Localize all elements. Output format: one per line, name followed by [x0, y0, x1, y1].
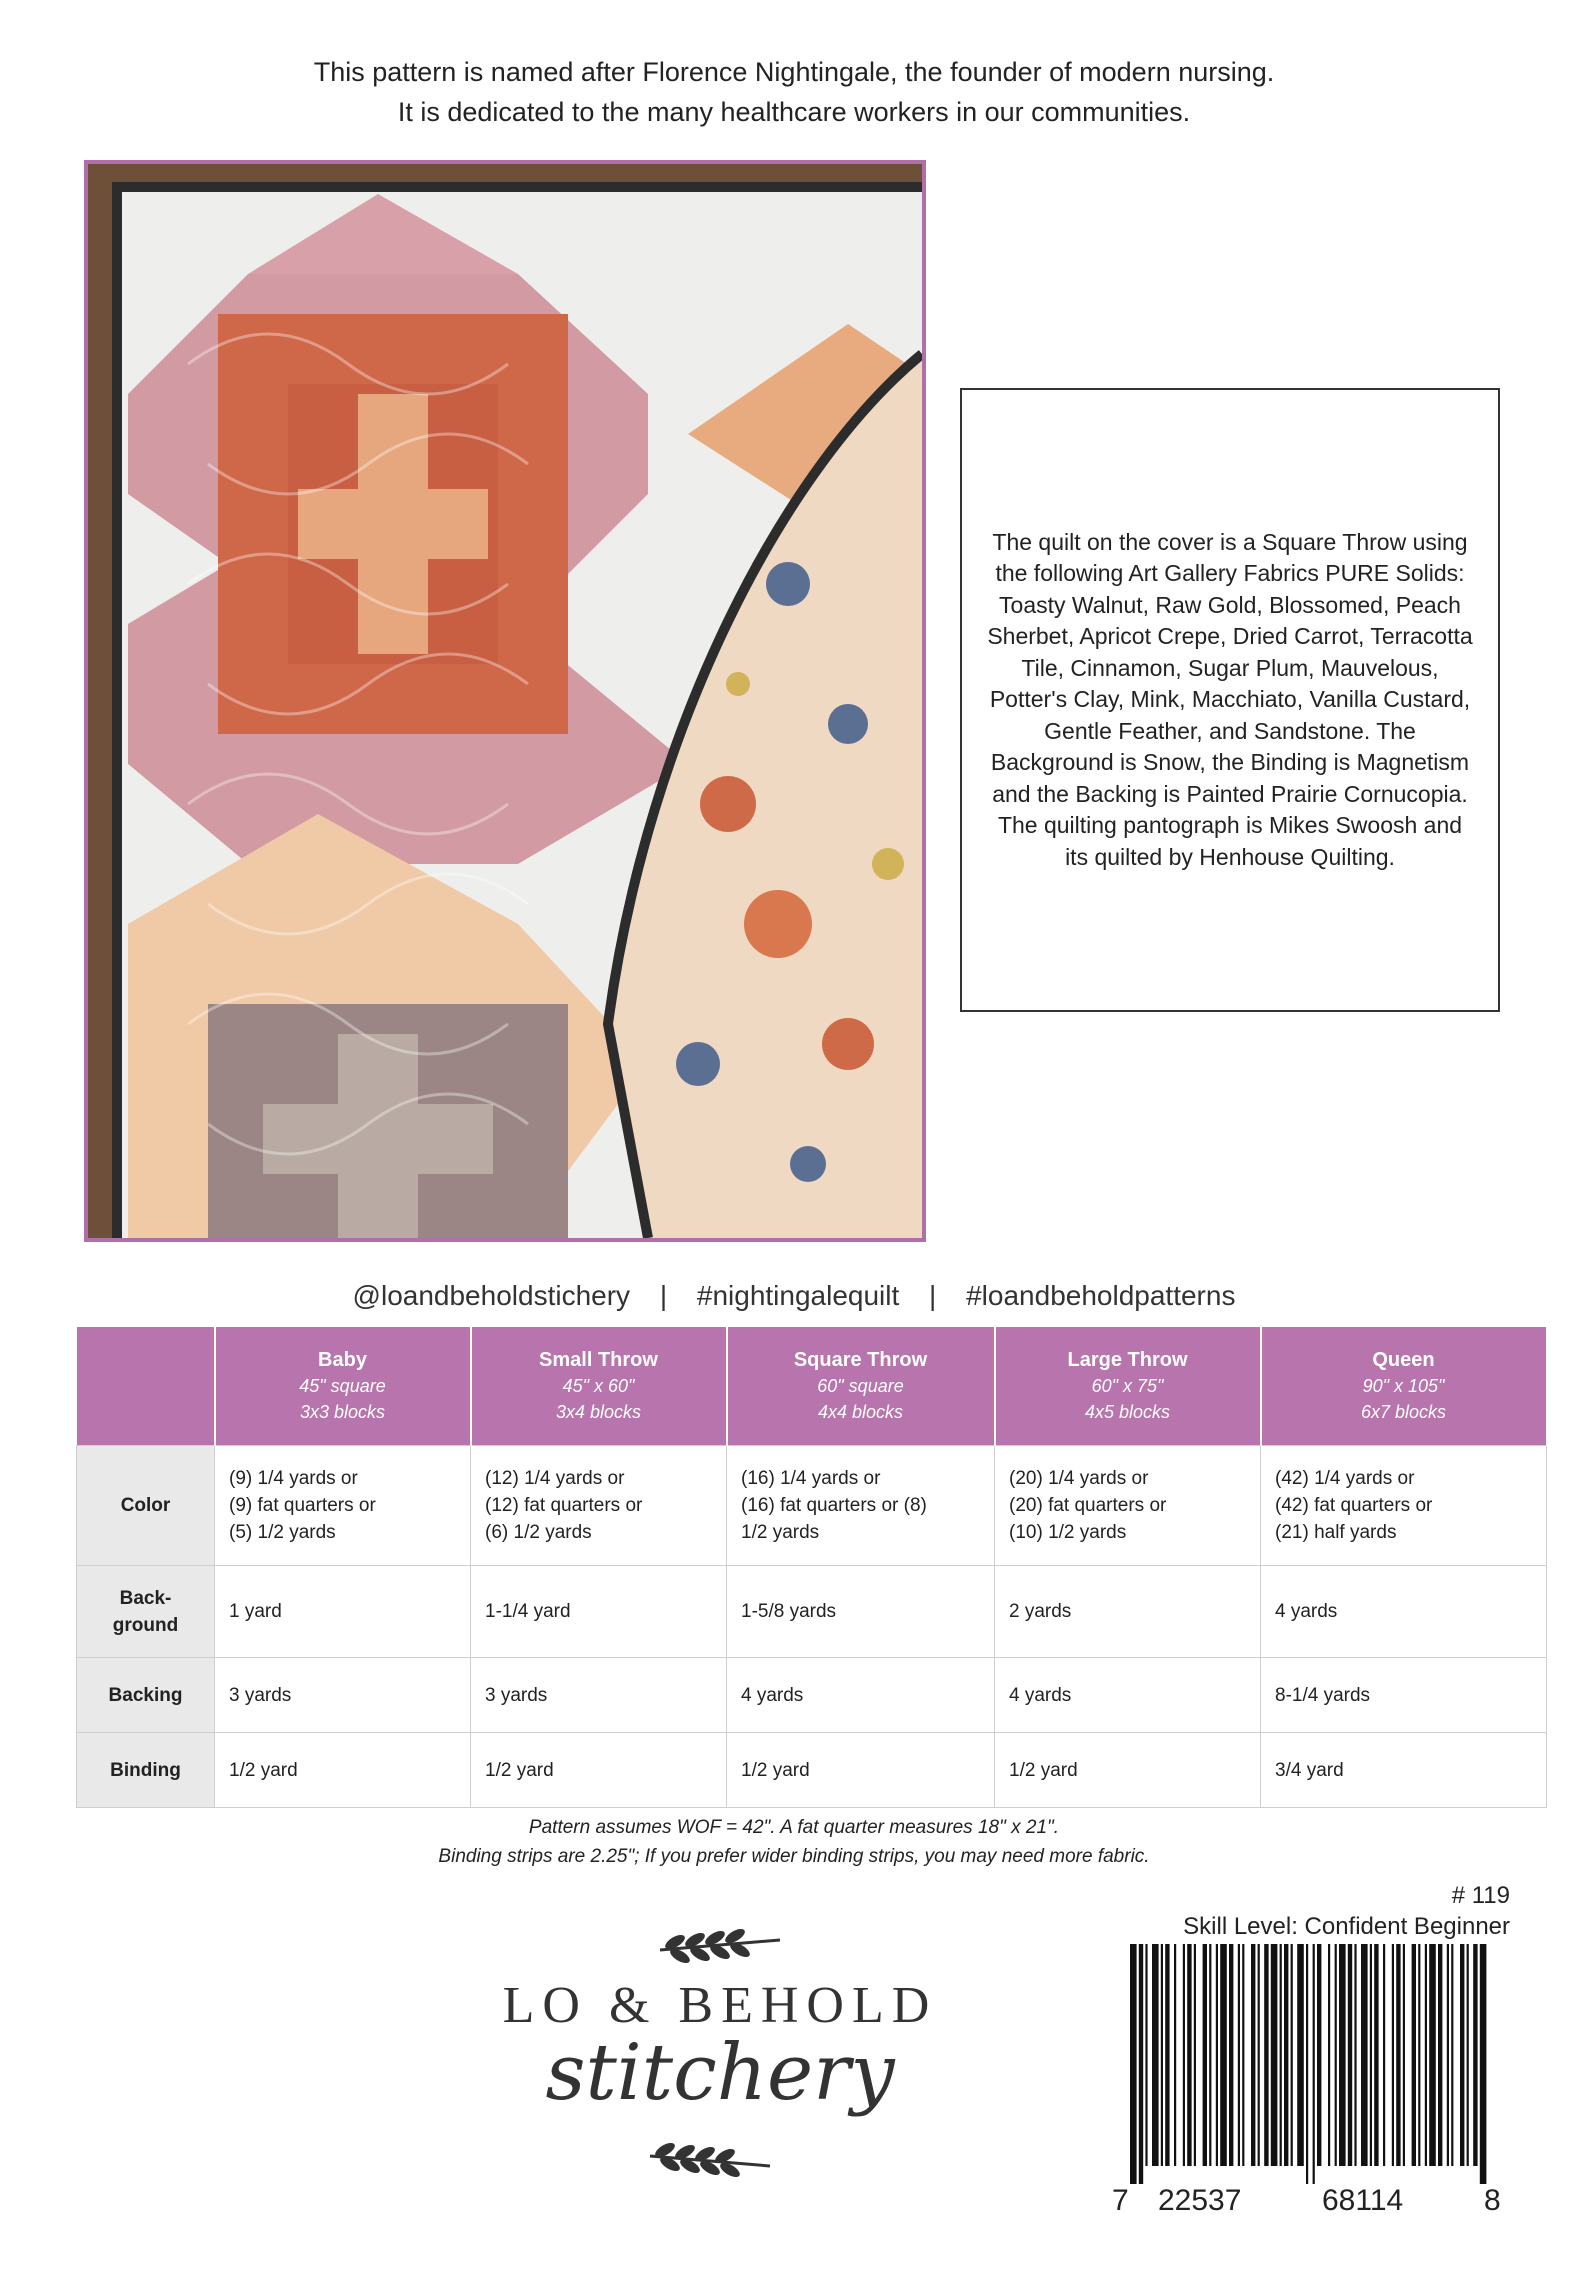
- barcode-bar: [1284, 1944, 1288, 2166]
- table-cell: [1261, 1446, 1547, 1566]
- table-cell: 3 yards: [215, 1658, 471, 1733]
- barcode-bar: [1335, 1944, 1337, 2166]
- cell-line: (42) 1/4 yards or: [1275, 1468, 1415, 1489]
- size-blocks: 4x5 blocks: [1084, 1402, 1171, 1422]
- size-blocks: 6x7 blocks: [1360, 1402, 1447, 1422]
- barcode-bar: [1313, 1944, 1315, 2184]
- size-name: Queen: [1372, 1349, 1435, 1371]
- size-dimensions: 60" square: [817, 1376, 904, 1396]
- laurel-bottom-icon: [460, 2130, 980, 2190]
- intro-line-2: It is dedicated to the many healthcare workers in our communities.: [397, 97, 1191, 127]
- size-name: Baby: [318, 1349, 367, 1371]
- barcode-bar: [1361, 1944, 1368, 2166]
- barcode-bar: [1403, 1944, 1405, 2166]
- barcode-bar: [1460, 1944, 1464, 2166]
- barcode-bar: [1258, 1944, 1260, 2166]
- cell-line: (9) fat quarters or: [229, 1495, 376, 1516]
- barcode-bar: [1291, 1944, 1293, 2166]
- row-label-line: Back-: [119, 1587, 172, 1609]
- barcode-bar: [1480, 1944, 1487, 2184]
- barcode-bar: [1209, 1944, 1211, 2166]
- quilt-illustration: [88, 164, 922, 1238]
- table-cell: 1/2 yard: [215, 1733, 471, 1808]
- table-cell: [727, 1446, 995, 1566]
- barcode-bar: [1392, 1944, 1394, 2166]
- note-line-1: Pattern assumes WOF = 42". A fat quarter measures 18" x 21".: [528, 1817, 1060, 1838]
- cell-line: 1/2 yards: [741, 1522, 820, 1543]
- table-row-backing: [77, 1658, 1547, 1733]
- table-cell: 4 yards: [727, 1658, 995, 1733]
- barcode-bar: [1438, 1944, 1442, 2166]
- cell-line: (12) 1/4 yards or: [485, 1468, 625, 1489]
- table-cell: 1 yard: [215, 1566, 471, 1658]
- intro-text: [0, 52, 1588, 132]
- table-cell: 8-1/4 yards: [1261, 1658, 1547, 1733]
- cell-line: (5) 1/2 yards: [229, 1522, 336, 1543]
- cell-line: (12) fat quarters or: [485, 1495, 643, 1516]
- brand-script: stitchery: [545, 2028, 895, 2118]
- barcode-bar: [1220, 1944, 1227, 2166]
- cell-line: (21) half yards: [1275, 1522, 1397, 1543]
- barcode-digits-left: 22537: [1158, 2184, 1242, 2217]
- table-cell: 4 yards: [1261, 1566, 1547, 1658]
- barcode-bar: [1473, 1944, 1477, 2166]
- column-header-small-throw: [471, 1327, 727, 1446]
- barcode-bar: [1161, 1944, 1163, 2166]
- size-dimensions: 90" x 105": [1362, 1376, 1445, 1396]
- fabric-info-text: The quilt on the cover is a Square Throw using the following Art Gallery Fabrics PURE Solids: Toasty Walnut, Raw Gold, Blossomed, Peach Sherbet, Apricot Crepe, Dried Carrot, Terracotta Tile, Cinnamon, Sugar Plum, Mauvelous, Potter's Clay, Mink, Macchiato, Vanilla Custard, Gentle Feather, and Sandstone. The Background is Snow, the Binding is Magnetism and the Backing is Painted Prairie Cornucopia. The quilting pantograph is Mikes Swoosh and its quilted by Henhouse Quilting.: [987, 528, 1473, 870]
- barcode-bar: [1229, 1944, 1233, 2166]
- cell-line: (6) 1/2 yards: [485, 1522, 592, 1543]
- brand-logo: [460, 1910, 980, 2190]
- size-name: Large Throw: [1067, 1349, 1188, 1371]
- barcode-bar: [1251, 1944, 1255, 2166]
- hashtag-nightingalequilt[interactable]: #nightingalequilt: [696, 1280, 900, 1311]
- column-header-square-throw: [727, 1327, 995, 1446]
- size-dimensions: 60" x 75": [1091, 1376, 1164, 1396]
- cell-line: (42) fat quarters or: [1275, 1495, 1433, 1516]
- cell-line: (9) 1/4 yards or: [229, 1468, 358, 1489]
- table-cell: 1-1/4 yard: [471, 1566, 727, 1658]
- barcode-bar: [1297, 1944, 1304, 2166]
- barcode-bar: [1317, 1944, 1321, 2166]
- barcode-bar: [1348, 1944, 1352, 2166]
- barcode-bar: [1139, 1944, 1143, 2184]
- hashtag-loandbeholdpatterns[interactable]: #loandbeholdpatterns: [966, 1280, 1236, 1311]
- column-header-baby: [215, 1327, 471, 1446]
- size-blocks: 4x4 blocks: [817, 1402, 904, 1422]
- barcode-bar: [1339, 1944, 1346, 2166]
- barcode-digits: [1112, 2184, 1504, 2224]
- barcode-bar: [1383, 1944, 1385, 2166]
- table-cell: 1/2 yard: [727, 1733, 995, 1808]
- barcode-digits-right: 68114: [1322, 2184, 1404, 2217]
- row-header-background: [77, 1566, 215, 1658]
- barcode-bar: [1467, 1944, 1469, 2166]
- brand-name: LO & BEHOLD: [502, 1977, 938, 2034]
- barcode-bar: [1412, 1944, 1416, 2166]
- product-number: # 119: [1451, 1882, 1510, 1909]
- barcode-bar: [1418, 1944, 1420, 2166]
- barcode-bar: [1216, 1944, 1218, 2166]
- barcode-bar: [1396, 1944, 1400, 2166]
- quilt-photo: [84, 160, 926, 1242]
- table-row-color: [77, 1446, 1547, 1566]
- barcode-digit-first: 7: [1112, 2184, 1129, 2217]
- barcode-bar: [1187, 1944, 1191, 2166]
- barcode: [1112, 1944, 1504, 2184]
- table-cell: 1/2 yard: [995, 1733, 1261, 1808]
- size-name: Small Throw: [539, 1349, 658, 1371]
- fabric-requirements-table: [76, 1327, 1548, 1808]
- size-dimensions: 45" square: [299, 1376, 386, 1396]
- table-cell: 3/4 yard: [1261, 1733, 1547, 1808]
- barcode-bar: [1194, 1944, 1196, 2166]
- barcode-bar: [1174, 1944, 1176, 2166]
- table-row-background: [77, 1566, 1547, 1658]
- table-cell: [471, 1446, 727, 1566]
- barcode-bar: [1203, 1944, 1207, 2166]
- intro-line-1: This pattern is named after Florence Nightingale, the founder of modern nursing.: [313, 57, 1275, 87]
- table-cell: 1/2 yard: [471, 1733, 727, 1808]
- table-cell: [215, 1446, 471, 1566]
- column-header-large-throw: [995, 1327, 1261, 1446]
- cell-line: (20) fat quarters or: [1009, 1495, 1167, 1516]
- table-cell: 2 yards: [995, 1566, 1261, 1658]
- cell-line: (10) 1/2 yards: [1009, 1522, 1127, 1543]
- barcode-bar: [1242, 1944, 1244, 2166]
- table-corner: [77, 1327, 215, 1446]
- fabric-info-box: [960, 388, 1500, 1012]
- row-header-backing: Backing: [77, 1658, 215, 1733]
- skill-level: Skill Level: Confident Beginner: [1183, 1913, 1510, 1940]
- column-header-queen: [1261, 1327, 1547, 1446]
- barcode-bar: [1447, 1944, 1449, 2166]
- cell-line: (20) 1/4 yards or: [1009, 1468, 1149, 1489]
- barcode-bar: [1354, 1944, 1356, 2166]
- barcode-bar: [1280, 1944, 1282, 2166]
- barcode-digit-last: 8: [1484, 2184, 1501, 2217]
- barcode-bar: [1238, 1944, 1240, 2166]
- barcode-bar: [1271, 1944, 1278, 2166]
- note-line-2: Binding strips are 2.25"; If you prefer wider binding strips, you may need more fabric.: [438, 1846, 1150, 1867]
- barcode-bar: [1264, 1944, 1268, 2166]
- separator: |: [929, 1280, 937, 1311]
- row-header-binding: Binding: [77, 1733, 215, 1808]
- barcode-bar: [1130, 1944, 1137, 2184]
- table-cell: 4 yards: [995, 1658, 1261, 1733]
- barcode-bar: [1374, 1944, 1378, 2166]
- barcode-bar: [1429, 1944, 1436, 2166]
- size-name: Square Throw: [793, 1349, 928, 1371]
- table-cell: 3 yards: [471, 1658, 727, 1733]
- barcode-bar: [1152, 1944, 1159, 2166]
- table-notes: [0, 1813, 1588, 1871]
- size-blocks: 3x4 blocks: [555, 1402, 642, 1422]
- barcode-bar: [1328, 1944, 1330, 2166]
- barcode-bar: [1183, 1944, 1185, 2166]
- separator: |: [659, 1280, 668, 1311]
- size-blocks: 3x3 blocks: [299, 1402, 386, 1422]
- table-cell: [995, 1446, 1261, 1566]
- barcode-bar: [1306, 1944, 1308, 2184]
- product-info: [1100, 1880, 1510, 1942]
- social-tags: [0, 1280, 1588, 1312]
- barcode-bar: [1145, 1944, 1147, 2166]
- laurel-top-icon: [460, 1910, 980, 1970]
- table-header-row: [77, 1327, 1547, 1446]
- cell-line: (16) 1/4 yards or: [741, 1468, 881, 1489]
- cell-line: (16) fat quarters or (8): [741, 1495, 927, 1516]
- table-row-binding: [77, 1733, 1547, 1808]
- row-header-color: Color: [77, 1446, 215, 1566]
- social-handle[interactable]: @loandbeholdstichery: [352, 1280, 631, 1311]
- barcode-bar: [1370, 1944, 1372, 2166]
- row-label-line: ground: [112, 1614, 179, 1636]
- table-cell: 1-5/8 yards: [727, 1566, 995, 1658]
- barcode-bar: [1451, 1944, 1453, 2166]
- size-dimensions: 45" x 60": [562, 1376, 635, 1396]
- barcode-bar: [1165, 1944, 1169, 2166]
- barcode-bar: [1425, 1944, 1427, 2166]
